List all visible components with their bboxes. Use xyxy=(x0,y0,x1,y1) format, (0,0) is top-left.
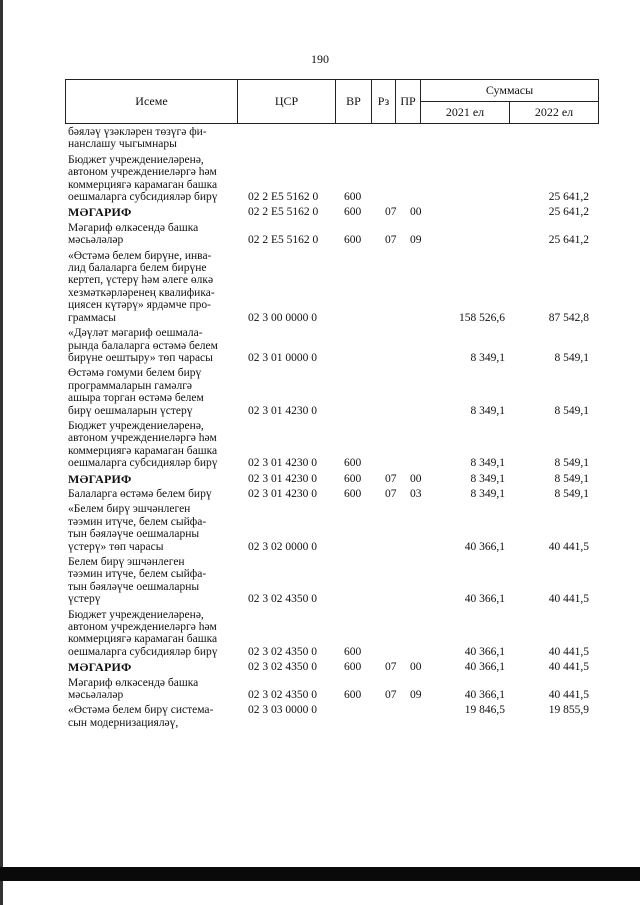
row-name xyxy=(68,704,238,729)
row-csr: 02 3 02 4350 0 xyxy=(248,661,317,674)
row-csr: 02 3 02 4350 0 xyxy=(248,689,317,702)
row-vr: 600 xyxy=(344,487,362,500)
row-name-line: коммерциягә карамаган башка xyxy=(68,444,218,457)
row-sum-2022: 19 855,9 xyxy=(548,704,589,717)
row-name-line: Өстәмә гомуми белем бирү xyxy=(68,367,202,380)
row-name-line: Балаларга өстәмә белем бирү xyxy=(68,487,212,500)
row-sum-2021: 40 366,1 xyxy=(464,593,505,606)
row-name xyxy=(68,609,238,659)
row-pr: 09 xyxy=(410,234,422,247)
table-row xyxy=(68,609,595,659)
row-csr: 02 2 E5 5162 0 xyxy=(248,234,319,247)
row-vr: 600 xyxy=(344,234,362,247)
row-sum-2021: 19 846,5 xyxy=(464,704,505,717)
row-name xyxy=(68,473,238,485)
row-name xyxy=(68,420,238,470)
row-name-line: үстерү xyxy=(68,593,101,606)
table-row xyxy=(68,327,595,364)
row-sum-2021: 40 366,1 xyxy=(464,689,505,702)
row-name-line: сын модернизацияләү, xyxy=(68,716,179,729)
table-row xyxy=(68,420,595,470)
row-sum-2022: 87 542,8 xyxy=(548,311,589,324)
row-name-line: граммасы xyxy=(68,311,116,324)
table-row xyxy=(68,126,595,151)
row-name xyxy=(68,154,238,204)
row-sum-2022: 8 549,1 xyxy=(554,404,589,417)
row-rz: 07 xyxy=(385,689,397,702)
row-csr: 02 3 01 4230 0 xyxy=(248,472,317,485)
row-name-line: автоном учреждениеләргә һәм xyxy=(68,166,217,179)
row-sum-2022: 40 441,5 xyxy=(548,540,589,553)
row-sum-2021: 40 366,1 xyxy=(464,661,505,674)
row-name-line: «Өстәмә белем бирүне, инва- xyxy=(68,249,212,262)
row-sum-2021: 8 349,1 xyxy=(470,457,505,470)
row-name-line: мәсьәләләр xyxy=(68,234,124,247)
row-rz: 07 xyxy=(385,661,397,674)
table-row xyxy=(68,154,595,204)
row-csr: 02 3 01 4230 0 xyxy=(248,487,317,500)
row-vr: 600 xyxy=(344,457,362,470)
row-sum-2022: 40 441,5 xyxy=(548,593,589,606)
row-name-line: коммерциягә карамаган башка xyxy=(68,633,218,646)
row-name-line: тын бәяләүче оешмаларны xyxy=(68,528,200,541)
row-name-line: Бюджет учреждениеләренә, xyxy=(68,419,204,432)
row-name xyxy=(68,367,238,417)
row-name xyxy=(68,556,238,606)
row-name-line: МӘГАРИФ xyxy=(68,205,132,220)
row-name-line: мәсьәләләр xyxy=(68,689,124,702)
table-row xyxy=(68,250,595,324)
row-name-line: Мәгариф өлкәсендә башка xyxy=(68,676,199,689)
header-pr: ПР xyxy=(396,80,421,124)
table-row xyxy=(68,503,595,553)
row-csr: 02 3 01 4230 0 xyxy=(248,404,317,417)
table-body xyxy=(68,126,595,729)
header-year-2021: 2021 ел xyxy=(421,102,510,124)
table-row xyxy=(68,661,595,673)
row-name-line: нанслашу чыгымнары xyxy=(68,138,177,151)
row-name-line: Бюджет учреждениеләренә, xyxy=(68,608,204,621)
row-pr: 00 xyxy=(410,206,422,219)
row-csr: 02 2 E5 5162 0 xyxy=(248,191,319,204)
row-name-line: оешмаларга субсидияләр бирү xyxy=(68,645,218,658)
row-name-line: рында балаларга өстәмә белем xyxy=(68,339,218,352)
row-pr: 00 xyxy=(410,472,422,485)
row-vr: 600 xyxy=(344,191,362,204)
row-sum-2021: 8 349,1 xyxy=(470,487,505,500)
row-sum-2022: 8 549,1 xyxy=(554,472,589,485)
table-row xyxy=(68,222,595,247)
table-row xyxy=(68,677,595,702)
row-vr: 600 xyxy=(344,472,362,485)
row-vr: 600 xyxy=(344,689,362,702)
row-name xyxy=(68,250,238,324)
row-name-line: программаларын гамәлгә xyxy=(68,379,193,392)
header-rz: Рз xyxy=(372,80,396,124)
table-row xyxy=(68,473,595,485)
row-rz: 07 xyxy=(385,472,397,485)
row-name-line: оешмаларга субсидияләр бирү xyxy=(68,191,218,204)
row-name-line: автоном учреждениеләргә һәм xyxy=(68,621,217,634)
row-csr: 02 3 00 0000 0 xyxy=(248,311,317,324)
page-number: 190 xyxy=(311,52,329,66)
row-name-line: бәяләү үзәкләрен төзүгә фи- xyxy=(68,126,207,138)
row-sum-2022: 25 641,2 xyxy=(548,206,589,219)
row-name-line: Мәгариф өлкәсендә башка xyxy=(68,221,199,234)
row-csr: 02 3 01 0000 0 xyxy=(248,351,317,364)
row-rz: 07 xyxy=(385,487,397,500)
row-name-line: лид балаларга белем бирүне xyxy=(68,262,207,275)
scan-bottom-bar xyxy=(0,867,640,881)
header-sums: Суммасы xyxy=(421,80,599,102)
row-vr: 600 xyxy=(344,645,362,658)
row-sum-2021: 8 349,1 xyxy=(470,404,505,417)
row-name-line: оешмаларга субсидияләр бирү xyxy=(68,457,218,470)
row-vr: 600 xyxy=(344,661,362,674)
row-name-line: ашыра торган өстәмә белем xyxy=(68,392,204,405)
row-name-line: кертеп, үстерү һәм әлеге өлкә xyxy=(68,274,214,287)
row-name-line: үстерү» төп чарасы xyxy=(68,540,164,553)
row-csr: 02 3 02 0000 0 xyxy=(248,540,317,553)
row-sum-2022: 25 641,2 xyxy=(548,234,589,247)
row-sum-2021: 40 366,1 xyxy=(464,645,505,658)
row-name xyxy=(68,222,238,247)
row-sum-2022: 40 441,5 xyxy=(548,645,589,658)
row-sum-2022: 40 441,5 xyxy=(548,661,589,674)
row-csr: 02 3 03 0000 0 xyxy=(248,704,317,717)
row-name-line: автоном учреждениеләргә һәм xyxy=(68,432,217,445)
row-name xyxy=(68,206,238,218)
header-vr: ВР xyxy=(336,80,372,124)
row-name-line: тәэмин итүче, белем сыйфа- xyxy=(68,568,207,581)
header-year-2022: 2022 ел xyxy=(510,102,599,124)
row-pr: 09 xyxy=(410,689,422,702)
row-sum-2022: 40 441,5 xyxy=(548,689,589,702)
row-name-line: бирү оешмаларын үстерү xyxy=(68,404,193,417)
row-csr: 02 2 E5 5162 0 xyxy=(248,206,319,219)
row-sum-2021: 8 349,1 xyxy=(470,351,505,364)
row-name xyxy=(68,488,238,500)
row-name-line: Белем бирү эшчәнлеген xyxy=(68,556,185,568)
table-row xyxy=(68,488,595,500)
row-sum-2021: 8 349,1 xyxy=(470,472,505,485)
row-name-line: «Дәүләт мәгариф оешмала- xyxy=(68,327,203,340)
row-sum-2022: 8 549,1 xyxy=(554,457,589,470)
row-name-line: МӘГАРИФ xyxy=(68,660,132,675)
row-rz: 07 xyxy=(385,234,397,247)
row-name xyxy=(68,327,238,364)
row-name-line: тәэмин итүче, белем сыйфа- xyxy=(68,515,207,528)
table-row xyxy=(68,556,595,606)
table-header xyxy=(65,79,599,124)
row-name-line: коммерциягә карамаган башка xyxy=(68,178,218,191)
row-name-line: МӘГАРИФ xyxy=(68,471,132,486)
row-name-line: циясен күтәрү» ярдәмче про- xyxy=(68,299,211,312)
row-name-line: «Өстәмә белем бирү система- xyxy=(68,704,214,717)
row-name-line: хезмәткәрләренең квалифика- xyxy=(68,286,215,299)
row-name-line: бирүне оештыру» төп чарасы xyxy=(68,351,213,364)
row-name xyxy=(68,503,238,553)
row-rz: 07 xyxy=(385,206,397,219)
row-vr: 600 xyxy=(344,206,362,219)
row-sum-2022: 25 641,2 xyxy=(548,191,589,204)
row-name-line: Бюджет учреждениеләренә, xyxy=(68,153,204,166)
scan-left-edge xyxy=(0,0,3,905)
row-sum-2022: 8 549,1 xyxy=(554,351,589,364)
row-name-line: «Белем бирү эшчәнлеген xyxy=(68,503,191,516)
row-sum-2021: 40 366,1 xyxy=(464,540,505,553)
row-sum-2021: 158 526,6 xyxy=(459,311,505,324)
row-csr: 02 3 01 4230 0 xyxy=(248,457,317,470)
table-row xyxy=(68,367,595,417)
row-csr: 02 3 02 4350 0 xyxy=(248,645,317,658)
row-csr: 02 3 02 4350 0 xyxy=(248,593,317,606)
header-csr: ЦСР xyxy=(238,80,336,124)
table-row xyxy=(68,206,595,218)
row-name xyxy=(68,661,238,673)
header-name: Исеме xyxy=(66,80,238,124)
row-pr: 03 xyxy=(410,487,422,500)
row-pr: 00 xyxy=(410,661,422,674)
row-name xyxy=(68,677,238,702)
row-sum-2022: 8 549,1 xyxy=(554,487,589,500)
table-row xyxy=(68,704,595,729)
row-name xyxy=(68,126,238,151)
row-name-line: тын бәяләүче оешмаларны xyxy=(68,580,200,593)
